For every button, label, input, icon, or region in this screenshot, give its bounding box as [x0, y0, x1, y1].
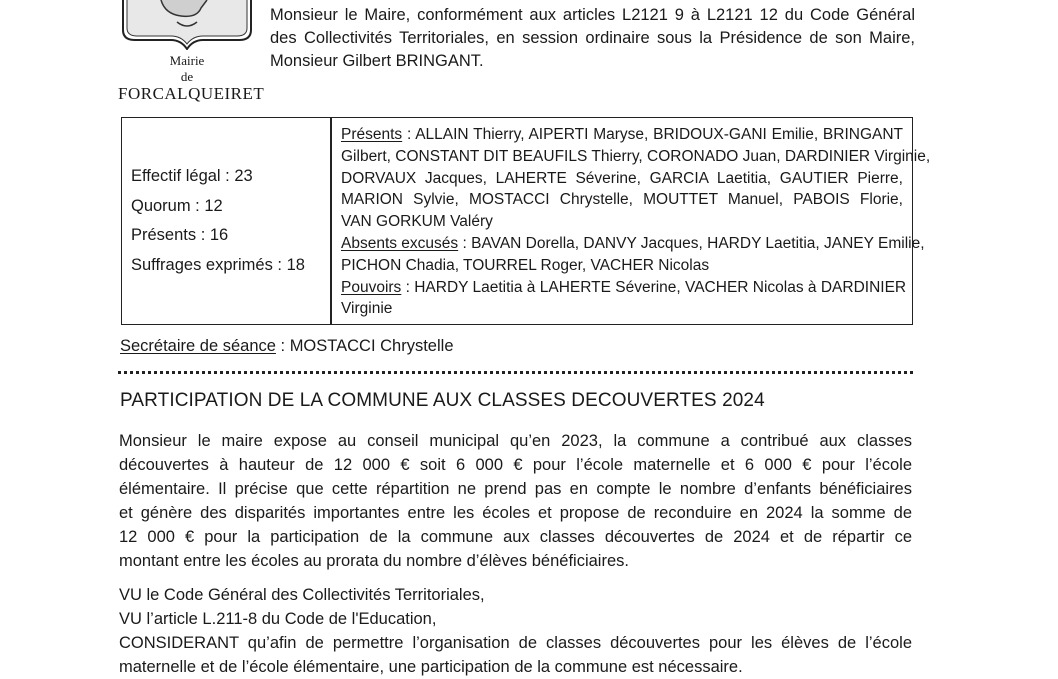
vu-line: VU le Code Général des Collectivités Territoriales,	[119, 586, 485, 604]
quorum: Quorum : 12	[131, 196, 223, 215]
presents-line: DORVAUX Jacques, LAHERTE Séverine, GARCIA Laetitia, GAUTIER Pierre,	[341, 169, 903, 187]
effectif-legal: Effectif légal : 23	[131, 167, 253, 185]
body-line: montant entre les écoles au prorata du nombre d’élèves bénéficiaires.	[119, 552, 629, 570]
attendance-stats	[131, 162, 305, 280]
pouvoirs-line: Pouvoirs : HARDY Laetitia à LAHERTE Séverine, VACHER Nicolas à DARDINIER	[341, 278, 907, 296]
absents-line: PICHON Chadia, TOURREL Roger, VACHER Nicolas	[341, 256, 710, 274]
intro-line: Monsieur Gilbert BRINGANT.	[270, 52, 484, 70]
absents-line: Absents excusés : BAVAN Dorella, DANVY Jacques, HARDY Laetitia, JANEY Emilie,	[341, 234, 925, 252]
intro-line: Monsieur le Maire, conformément aux articles L2121 9 à L2121 12 du Code Général	[270, 6, 915, 24]
body-line: découvertes à hauteur de 12 000 € soit 6 000 € pour l’école maternelle et 6 000 € pour l’école	[119, 456, 912, 474]
presents-line: MARION Sylvie, MOSTACCI Chrystelle, MOUTTET Manuel, PABOIS Florie,	[341, 191, 903, 209]
deliberation-heading: PARTICIPATION DE LA COMMUNE AUX CLASSES DECOUVERTES 2024	[120, 390, 765, 411]
body-line: Monsieur le maire expose au conseil municipal qu’en 2023, la commune a contribué aux classes	[119, 432, 912, 450]
presents-line: Présents : ALLAIN Thierry, AIPERTI Maryse, BRIDOUX-GANI Emilie, BRINGANT	[341, 126, 903, 143]
presents-line: VAN GORKUM Valéry	[341, 213, 493, 231]
considerant-line: maternelle et de l’école élémentaire, une participation de la commune est nécessaire.	[119, 658, 743, 676]
pouvoirs-line: Virginie	[341, 300, 393, 318]
table-column-divider	[330, 117, 332, 325]
secretaire-de-seance	[120, 337, 454, 356]
vu-line: VU l’article L.211-8 du Code de l'Education,	[119, 610, 437, 628]
presents-label: Présents	[341, 126, 403, 143]
absents-label: Absents excusés	[341, 234, 459, 252]
secretaire-label: Secrétaire de séance	[120, 337, 276, 355]
body-paragraph	[119, 429, 912, 573]
secretaire-value: : MOSTACCI Chrystelle	[275, 337, 454, 355]
vu-considerant-block	[119, 583, 912, 679]
members-list	[341, 124, 931, 320]
mairie-de-label: de	[180, 69, 194, 84]
presents-count: Présents : 16	[131, 226, 229, 244]
body-line: et génère des disparités importantes entre les écoles et propose de reconduire en 2024 la somme de	[119, 504, 912, 522]
intro-line: des Collectivités Territoriales, en session ordinaire sous la Présidence de son Maire,	[270, 29, 915, 47]
commune-crest-logo	[121, 0, 253, 50]
body-line: 12 000 € pour la participation de la commune aux classes découvertes de 2024 et de répartir ce	[119, 528, 912, 546]
suffrages-exprimes: Suffrages exprimés : 18	[131, 255, 305, 274]
considerant-line: CONSIDERANT qu’afin de permettre l’organisation de classes découvertes pour les élèves de l’école	[119, 634, 912, 652]
body-line: élémentaire. Il précise que cette répartition ne prend pas en compte le nombre d’enfants bénéficiaires	[119, 480, 912, 498]
dotted-separator	[118, 371, 913, 374]
pouvoirs-label: Pouvoirs	[341, 278, 402, 296]
presents-line: Gilbert, CONSTANT DIT BEAUFILS Thierry, CORONADO Juan, DARDINIER Virginie,	[341, 147, 931, 165]
commune-name: FORCALQUEIRET	[118, 84, 265, 103]
intro-paragraph	[270, 4, 915, 73]
mairie-label: Mairie	[169, 53, 205, 68]
